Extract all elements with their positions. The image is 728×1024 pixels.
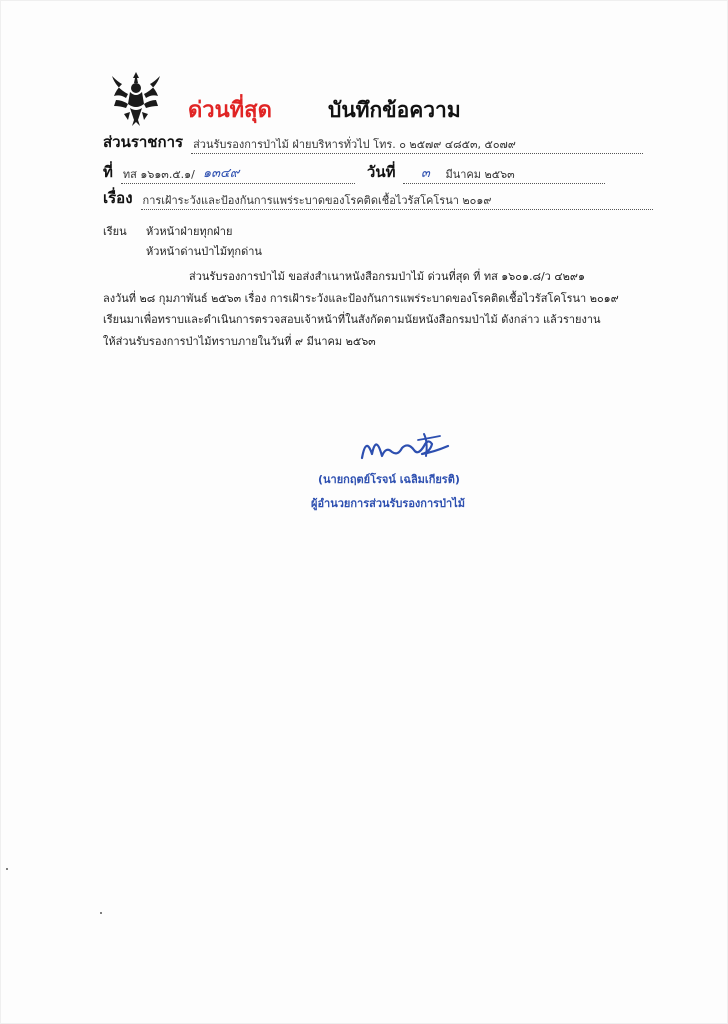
- signer-name: (นายกฤตย์โรจน์ เฉลิมเกียรติ): [318, 473, 460, 486]
- date-label: วันที่: [366, 163, 396, 181]
- date-day-handwritten: ๓: [421, 166, 430, 181]
- recipient-line-1: หัวหน้าฝ่ายทุกฝ่าย: [146, 225, 233, 238]
- recipient-line-2: หัวหน้าด่านป่าไม้ทุกด่าน: [146, 245, 262, 258]
- subject-row: [103, 186, 653, 210]
- memo-body: [103, 266, 659, 352]
- memo-title: บันทึกข้อความ: [328, 98, 461, 122]
- reference-line: [121, 165, 355, 184]
- reference-value: ทส ๑๖๑๓.๕.๑/: [122, 168, 195, 181]
- body-line-2: ลงวันที่ ๒๘ กุมภาพันธ์ ๒๕๖๓ เรื่อง การเฝ้าระวังและป้องกันการแพร่ระบาดของโรคติดเชื้อไวรัสโคโรนา ๒๐๑๙: [103, 291, 619, 305]
- subject-label: เรื่อง: [103, 189, 133, 207]
- subject-value: การเฝ้าระวังและป้องกันการแพร่ระบาดของโรคติดเชื้อไวรัสโคโรนา ๒๐๑๙: [141, 191, 653, 210]
- agency-value: ส่วนรับรองการป่าไม้ ฝ่ายบริหารทั่วไป โทร. ๐ ๒๕๗๙ ๔๘๕๓, ๕๐๗๙: [191, 135, 643, 154]
- agency-row: [103, 130, 643, 154]
- handwritten-signature: [358, 428, 454, 464]
- reference-handwritten-number: ๑๓๔๙: [202, 166, 240, 181]
- reference-label: ที่: [103, 163, 113, 181]
- body-line-1: ส่วนรับรองการป่าไม้ ขอส่งสำเนาหนังสือกรมป่าไม้ ด่วนที่สุด ที่ ทส ๑๖๐๑.๘/ว ๔๒๙๑: [189, 270, 585, 283]
- urgency-stamp: ด่วนที่สุด: [188, 98, 272, 123]
- scan-speck: [6, 868, 8, 870]
- date-month-year: มีนาคม ๒๕๖๓: [445, 168, 515, 181]
- date-line: [403, 165, 605, 184]
- agency-label: ส่วนราชการ: [103, 133, 184, 151]
- body-line-4: ให้ส่วนรับรองการป่าไม้ทราบภายในวันที่ ๙ มีนาคม ๒๕๖๓: [103, 334, 376, 348]
- body-line-3: เรียนมาเพื่อทราบและดำเนินการตรวจสอบเจ้าหน้าที่ในสังกัดตามนัยหนังสือกรมป่าไม้ ดังกล่าว แล้วรายงาน: [103, 313, 601, 326]
- garuda-emblem-icon: [110, 70, 162, 128]
- scan-speck: [100, 912, 102, 914]
- salutation: เรียน: [103, 225, 127, 238]
- signer-title: ผู้อำนวยการส่วนรับรองการป่าไม้: [311, 497, 465, 510]
- reference-row: [103, 160, 605, 184]
